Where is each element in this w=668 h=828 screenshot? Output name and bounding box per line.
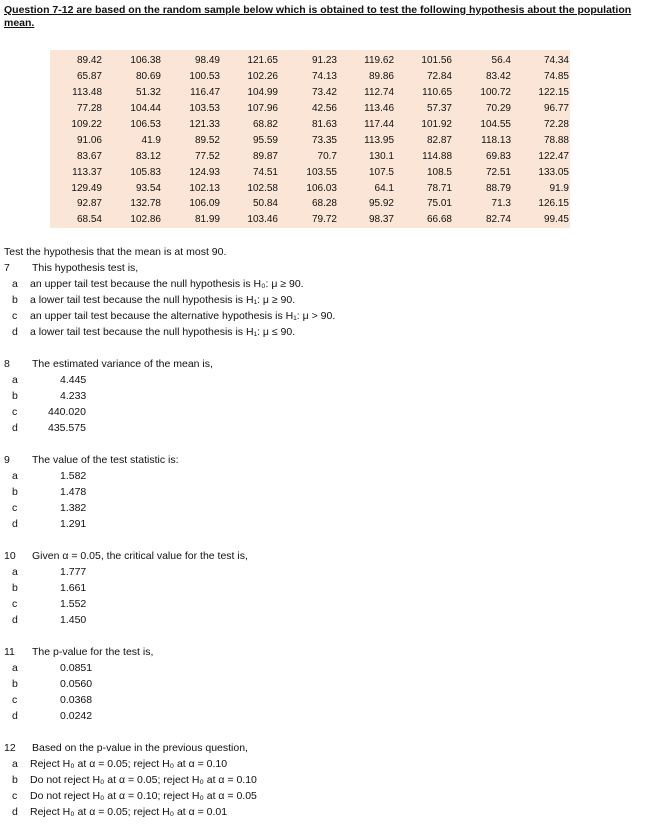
table-row xyxy=(50,53,569,69)
table-cell: 41.9 xyxy=(141,134,161,146)
question-number: 9 xyxy=(4,454,10,466)
option-letter: c xyxy=(12,694,18,706)
table-cell: 106.03 xyxy=(306,182,337,194)
question-number: 10 xyxy=(4,550,16,562)
table-cell: 113.48 xyxy=(72,87,102,99)
table-row xyxy=(50,196,569,212)
option-letter: c xyxy=(12,598,18,610)
option-a[interactable]: an upper tail test because the null hypothesis is H₀: μ ≥ 90. xyxy=(30,278,304,290)
option-letter: b xyxy=(12,294,18,306)
table-cell: 68.28 xyxy=(311,198,337,210)
table-cell: 110.65 xyxy=(422,87,452,99)
table-row xyxy=(50,212,569,228)
table-cell: 89.52 xyxy=(194,134,220,146)
table-cell: 101.56 xyxy=(421,55,452,67)
table-cell: 95.92 xyxy=(368,198,394,210)
table-cell: 121.33 xyxy=(189,119,220,130)
option-c[interactable]: 440.020 xyxy=(48,406,86,418)
table-cell: 133.05 xyxy=(538,166,569,178)
question-number: 12 xyxy=(4,742,16,754)
table-cell: 68.54 xyxy=(76,214,102,226)
table-cell: 68.82 xyxy=(252,119,278,130)
option-a[interactable]: Reject H₀ at α = 0.05; reject H₀ at α = 0.10 xyxy=(30,758,228,770)
table-cell: 96.77 xyxy=(543,103,569,115)
option-c[interactable]: 1.382 xyxy=(60,502,87,514)
option-a[interactable]: 1.777 xyxy=(60,566,87,578)
table-cell: 104.99 xyxy=(247,87,278,99)
table-cell: 100.72 xyxy=(480,87,511,99)
option-b[interactable]: Do not reject H₀ at α = 0.05; reject H₀ at α = 0.10 xyxy=(30,774,257,786)
table-cell: 66.68 xyxy=(426,214,452,226)
table-cell: 124.93 xyxy=(189,166,220,178)
table-cell: 80.69 xyxy=(135,71,161,83)
table-cell: 103.53 xyxy=(189,103,220,115)
table-cell: 116.47 xyxy=(190,87,220,99)
option-letter: c xyxy=(12,790,18,802)
table-cell: 100.53 xyxy=(189,71,220,83)
table-cell: 106.53 xyxy=(130,119,161,130)
table-cell: 122.47 xyxy=(538,150,569,162)
table-row xyxy=(50,85,569,101)
table-row xyxy=(50,148,569,164)
table-row xyxy=(50,101,569,117)
table-cell: 107.96 xyxy=(247,103,278,115)
question-number: 11 xyxy=(4,646,15,658)
table-cell: 113.46 xyxy=(364,103,394,115)
table-cell: 77.52 xyxy=(194,150,220,162)
table-cell: 82.87 xyxy=(426,134,452,146)
option-d[interactable]: 435.575 xyxy=(48,422,86,434)
table-cell: 88.79 xyxy=(485,182,511,194)
table-cell: 73.35 xyxy=(311,134,337,146)
option-letter: c xyxy=(12,310,18,322)
table-cell: 83.12 xyxy=(135,150,161,162)
table-cell: 105.83 xyxy=(130,166,161,178)
table-cell: 79.72 xyxy=(311,214,337,226)
option-letter: d xyxy=(12,326,18,338)
table-row xyxy=(50,180,569,196)
table-cell: 102.26 xyxy=(247,71,278,83)
table-cell: 101.92 xyxy=(421,119,452,130)
question-text: The value of the test statistic is: xyxy=(32,454,179,466)
table-cell: 83.67 xyxy=(76,150,102,162)
option-a[interactable]: 4.445 xyxy=(60,374,87,386)
table-cell: 82.74 xyxy=(485,214,511,226)
table-cell: 118.13 xyxy=(481,134,511,146)
option-letter: a xyxy=(12,278,18,290)
option-c[interactable]: an upper tail test because the alternative hypothesis is H₁: μ > 90. xyxy=(30,310,336,322)
table-cell: 65.87 xyxy=(76,71,102,83)
table-cell: 112.74 xyxy=(364,87,394,99)
option-letter: d xyxy=(12,422,18,434)
table-cell: 113.37 xyxy=(72,166,102,178)
option-letter: c xyxy=(12,406,18,418)
table-cell: 70.29 xyxy=(485,103,511,115)
option-letter: a xyxy=(12,374,18,386)
option-letter: a xyxy=(12,470,18,482)
table-cell: 42.56 xyxy=(311,103,337,115)
option-b[interactable]: 1.661 xyxy=(60,582,87,594)
option-a[interactable]: 0.0851 xyxy=(60,662,93,674)
table-row xyxy=(50,117,569,133)
question-text: The estimated variance of the mean is, xyxy=(32,358,213,370)
table-cell: 104.44 xyxy=(130,103,161,115)
table-cell: 102.86 xyxy=(130,214,161,226)
table-cell: 89.86 xyxy=(368,71,394,83)
table-cell: 56.4 xyxy=(491,55,511,67)
table-cell: 103.55 xyxy=(306,166,337,178)
table-cell: 107.5 xyxy=(368,166,394,178)
table-cell: 93.54 xyxy=(135,182,161,194)
question-text: Based on the p-value in the previous question, xyxy=(32,742,248,754)
table-cell: 72.84 xyxy=(426,71,452,83)
table-cell: 83.42 xyxy=(485,71,511,83)
data-grid xyxy=(50,53,569,228)
option-letter: a xyxy=(12,758,18,770)
table-cell: 104.55 xyxy=(480,119,511,130)
table-cell: 102.13 xyxy=(189,182,220,194)
table-cell: 102.58 xyxy=(247,182,278,194)
option-d[interactable]: a lower tail test because the null hypothesis is H₁: μ ≤ 90. xyxy=(30,326,296,338)
option-letter: b xyxy=(12,774,18,786)
table-cell: 122.15 xyxy=(538,87,569,99)
table-cell: 129.49 xyxy=(71,182,102,194)
option-letter: b xyxy=(12,390,18,402)
table-cell: 74.51 xyxy=(252,166,278,178)
table-cell: 81.63 xyxy=(311,119,337,130)
option-d[interactable]: 1.291 xyxy=(60,518,87,530)
table-cell: 72.28 xyxy=(543,119,569,130)
table-cell: 103.46 xyxy=(247,214,278,226)
option-b[interactable]: 0.0560 xyxy=(60,678,93,690)
option-letter: d xyxy=(12,518,18,530)
table-cell: 95.59 xyxy=(252,134,278,146)
option-letter: d xyxy=(12,710,18,722)
table-cell: 77.28 xyxy=(76,103,102,115)
table-cell: 91.23 xyxy=(311,55,337,67)
table-cell: 132.78 xyxy=(130,198,161,210)
table-cell: 92.87 xyxy=(76,198,102,210)
table-cell: 51.32 xyxy=(135,87,161,99)
table-cell: 78.88 xyxy=(543,134,569,146)
table-cell: 72.51 xyxy=(485,166,511,178)
option-c[interactable]: 0.0368 xyxy=(60,694,93,706)
table-row xyxy=(50,132,569,148)
intro-text: Test the hypothesis that the mean is at most 90. xyxy=(4,246,227,258)
option-letter: d xyxy=(12,806,18,818)
question-heading: Question 7-12 are based on the random sample below which is obtained to test the following hypothesis about the population mean. xyxy=(4,4,632,29)
question-text: This hypothesis test is, xyxy=(32,262,139,274)
option-letter: b xyxy=(12,582,18,594)
option-b[interactable]: 4.233 xyxy=(60,390,87,402)
option-d[interactable]: Reject H₀ at α = 0.05; reject H₀ at α = 0.01 xyxy=(30,806,228,818)
table-cell: 71.3 xyxy=(491,198,511,210)
option-letter: b xyxy=(12,486,18,498)
table-cell: 114.88 xyxy=(422,150,452,162)
table-cell: 99.45 xyxy=(543,214,569,226)
question-number: 8 xyxy=(4,358,10,370)
table-cell: 64.1 xyxy=(374,182,394,194)
option-c[interactable]: Do not reject H₀ at α = 0.10; reject H₀ at α = 0.05 xyxy=(30,790,257,802)
table-cell: 98.49 xyxy=(194,55,220,67)
table-cell: 74.34 xyxy=(543,55,569,67)
option-letter: b xyxy=(12,678,18,690)
table-cell: 130.1 xyxy=(368,150,394,162)
table-cell: 119.62 xyxy=(364,55,394,67)
table-cell: 74.13 xyxy=(311,71,337,83)
table-cell: 106.09 xyxy=(189,198,220,210)
option-letter: c xyxy=(12,502,18,514)
table-cell: 106.38 xyxy=(130,55,161,67)
table-cell: 126.15 xyxy=(538,198,569,210)
table-row xyxy=(50,69,569,85)
sample-data-table xyxy=(50,50,570,228)
table-cell: 113.95 xyxy=(364,134,394,146)
option-d[interactable]: 1.450 xyxy=(60,614,87,626)
table-cell: 89.87 xyxy=(252,150,278,162)
table-cell: 117.44 xyxy=(364,119,394,130)
table-cell: 98.37 xyxy=(368,214,394,226)
option-letter: a xyxy=(12,566,18,578)
table-cell: 109.22 xyxy=(71,119,102,130)
table-cell: 78.71 xyxy=(426,182,452,194)
option-b[interactable]: 1.478 xyxy=(60,486,87,498)
table-cell: 69.83 xyxy=(485,150,511,162)
table-cell: 108.5 xyxy=(426,166,452,178)
option-letter: a xyxy=(12,662,18,674)
table-row xyxy=(50,164,569,180)
table-cell: 91.9 xyxy=(549,182,569,194)
table-cell: 75.01 xyxy=(426,198,452,210)
table-cell: 89.42 xyxy=(76,55,102,67)
table-cell: 81.99 xyxy=(194,214,220,226)
table-cell: 91.06 xyxy=(76,134,102,146)
table-cell: 50.84 xyxy=(252,198,278,210)
question-number: 7 xyxy=(4,262,10,274)
option-b[interactable]: a lower tail test because the null hypothesis is H₁: μ ≥ 90. xyxy=(30,294,296,306)
table-cell: 73.42 xyxy=(311,87,337,99)
table-cell: 74.85 xyxy=(543,71,569,83)
option-c[interactable]: 1.552 xyxy=(60,598,87,610)
table-cell: 57.37 xyxy=(426,103,452,115)
option-a[interactable]: 1.582 xyxy=(60,470,87,482)
question-text: Given α = 0.05, the critical value for the test is, xyxy=(32,550,248,562)
question-text: The p-value for the test is, xyxy=(32,646,154,658)
option-letter: d xyxy=(12,614,18,626)
table-cell: 121.65 xyxy=(247,55,278,67)
table-cell: 70.7 xyxy=(317,150,337,162)
option-d[interactable]: 0.0242 xyxy=(60,710,93,722)
